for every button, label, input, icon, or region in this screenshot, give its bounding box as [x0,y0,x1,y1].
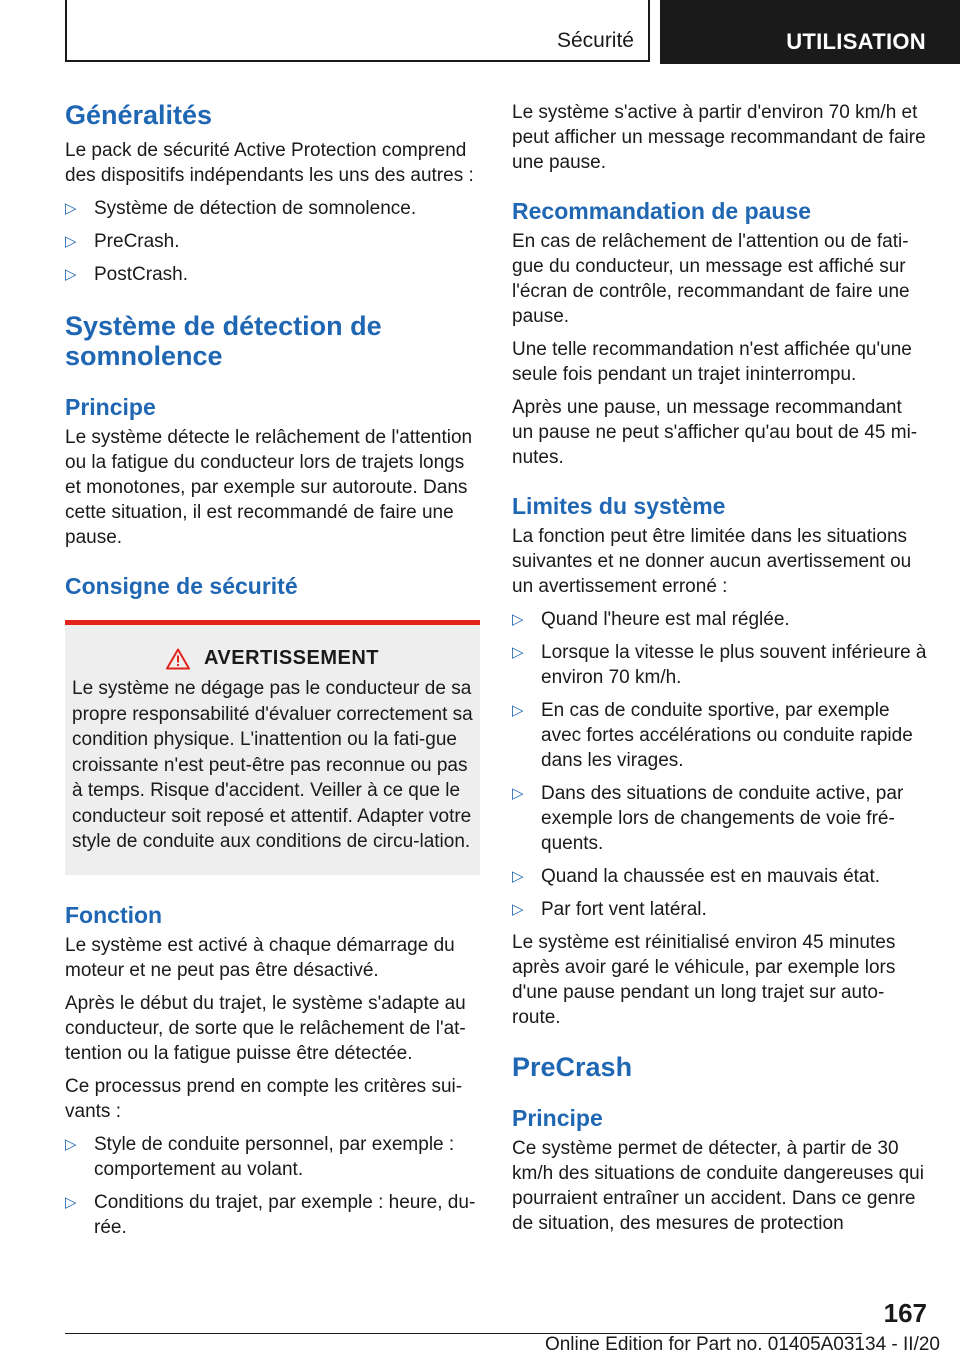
triangle-bullet-icon: ▷ [512,785,524,802]
right-intro: Le système s'active à partir d'environ 70 km/h et peut afficher un message recommandant de faire une pause. [512,102,926,173]
list-item: ▷ Quand la chaussée est en mauvais état. [512,866,881,887]
heading-generalites: Généralités [65,100,213,130]
generalites-intro: Le pack de sécurité Active Protection comprend des dispositifs indépendants les uns des autres : [65,140,474,186]
limites-outro: Le système est réinitialisé environ 45 minutes après avoir garé le véhicule, par exemple lors d'une pause pendant un long trajet sur auto-route. [512,932,896,1028]
heading-precrash: PreCrash [512,1052,633,1082]
pause-p1: En cas de relâchement de l'attention ou de fati-gue du conducteur, un message est affiché sur l'écran de contrôle, recommandant de faire une pause. [512,231,910,327]
heading-precrash-principe: Principe [512,1105,603,1131]
fonction-p3: Ce processus prend en compte les critères sui-vants : [65,1075,463,1122]
fonction-p2: Après le début du trajet, le système s'adapte au conducteur, de sorte que le relâchement de l'at-tention ou la fatigue puisse être détectée. [65,992,466,1064]
heading-principe: Principe [65,394,156,420]
heading-fonction: Fonction [65,901,163,928]
warning-title [72,647,473,670]
pause-p2: Une telle recommandation n'est affichée qu'une seule fois pendant un trajet ininterrompu. [512,339,912,385]
footer-edition: Online Edition for Part no. 01405A03134 - II/20 [544,1334,940,1355]
generalites-list [65,196,480,287]
warning-box [65,620,480,875]
page-header [0,0,960,66]
list-item: ▷ Conditions du trajet, par exemple : heure, du-rée. [65,1191,476,1238]
triangle-bullet-icon: ▷ [512,611,524,628]
list-item: ▷ Style de conduite personnel, par exemple : comportement au volant. [65,1133,455,1180]
header-section-title: Sécurité [65,0,650,62]
warning-text: Le système ne dégage pas le conducteur de sa propre responsabilité d'évaluer correctement sa condition physique. L'inattention ou la fati-gue croissante n'est peut-être pas reconnue ou pas à temps. Risque d'accident. Veiller à ce que le conducteur soit reposé et attentif. Adapter votre style de conduite aux conditions de circu-lation. [72,678,473,852]
principe-text: Le système détecte le relâchement de l'attention ou la fatigue du conducteur lors de trajets longs et monotones, par exemple sur autoroute. Dans cette situation, il est recommandé de faire une pause. [65,427,473,548]
warning-label: AVERTISSEMENT [203,647,380,669]
fonction-p1: Le système est activé à chaque démarrage du moteur et ne peut pas être désactivé. [65,934,455,981]
triangle-bullet-icon: ▷ [65,1193,77,1211]
triangle-bullet-icon: ▷ [512,702,524,719]
list-item: ▷ Système de détection de somnolence. [65,198,417,219]
triangle-bullet-icon: ▷ [65,200,77,217]
triangle-bullet-icon: ▷ [512,644,524,661]
heading-somnolence: Système de détection de somnolence [65,311,382,371]
fonction-list [65,1132,480,1240]
heading-consigne: Consigne de sécurité [65,573,298,599]
limites-list [512,607,927,922]
list-item: ▷ Par fort vent latéral. [512,899,707,920]
left-column [65,100,480,1248]
limites-intro: La fonction peut être limitée dans les situations suivantes et ne donner aucun avertissement ou un avertissement erroné : [512,526,912,597]
triangle-bullet-icon: ▷ [65,233,77,250]
list-item: ▷ En cas de conduite sportive, par exemple avec fortes accélérations ou conduite rapide dans les virages. [512,700,913,771]
triangle-bullet-icon: ▷ [512,868,524,885]
list-item: ▷ PostCrash. [65,264,188,285]
right-column [512,100,927,1236]
warning-triangle-icon [166,648,190,670]
triangle-bullet-icon: ▷ [65,266,77,283]
list-item: ▷ Lorsque la vitesse le plus souvent inférieure à environ 70 km/h. [512,642,927,688]
pause-p3: Après une pause, un message recommandant un pause ne peut s'afficher qu'au bout de 45 mi-nutes. [512,397,918,468]
list-item: ▷ Quand l'heure est mal réglée. [512,609,790,630]
header-chapter-title: UTILISATION [660,0,960,64]
page-number: 167 [883,1298,927,1328]
precrash-principe-text: Ce système permet de détecter, à partir de 30 km/h des situations de conduite dangereuses qui pourraient entraîner un accident. Dans ce genre de situation, des mesures de protection [512,1138,924,1234]
list-item: ▷ Dans des situations de conduite active, par exemple lors de changements de voie fré-quents. [512,783,904,854]
triangle-bullet-icon: ▷ [512,901,524,918]
heading-pause: Recommandation de pause [512,198,812,224]
triangle-bullet-icon: ▷ [65,1135,77,1153]
heading-limites: Limites du système [512,493,726,519]
list-item: ▷ PreCrash. [65,231,180,252]
